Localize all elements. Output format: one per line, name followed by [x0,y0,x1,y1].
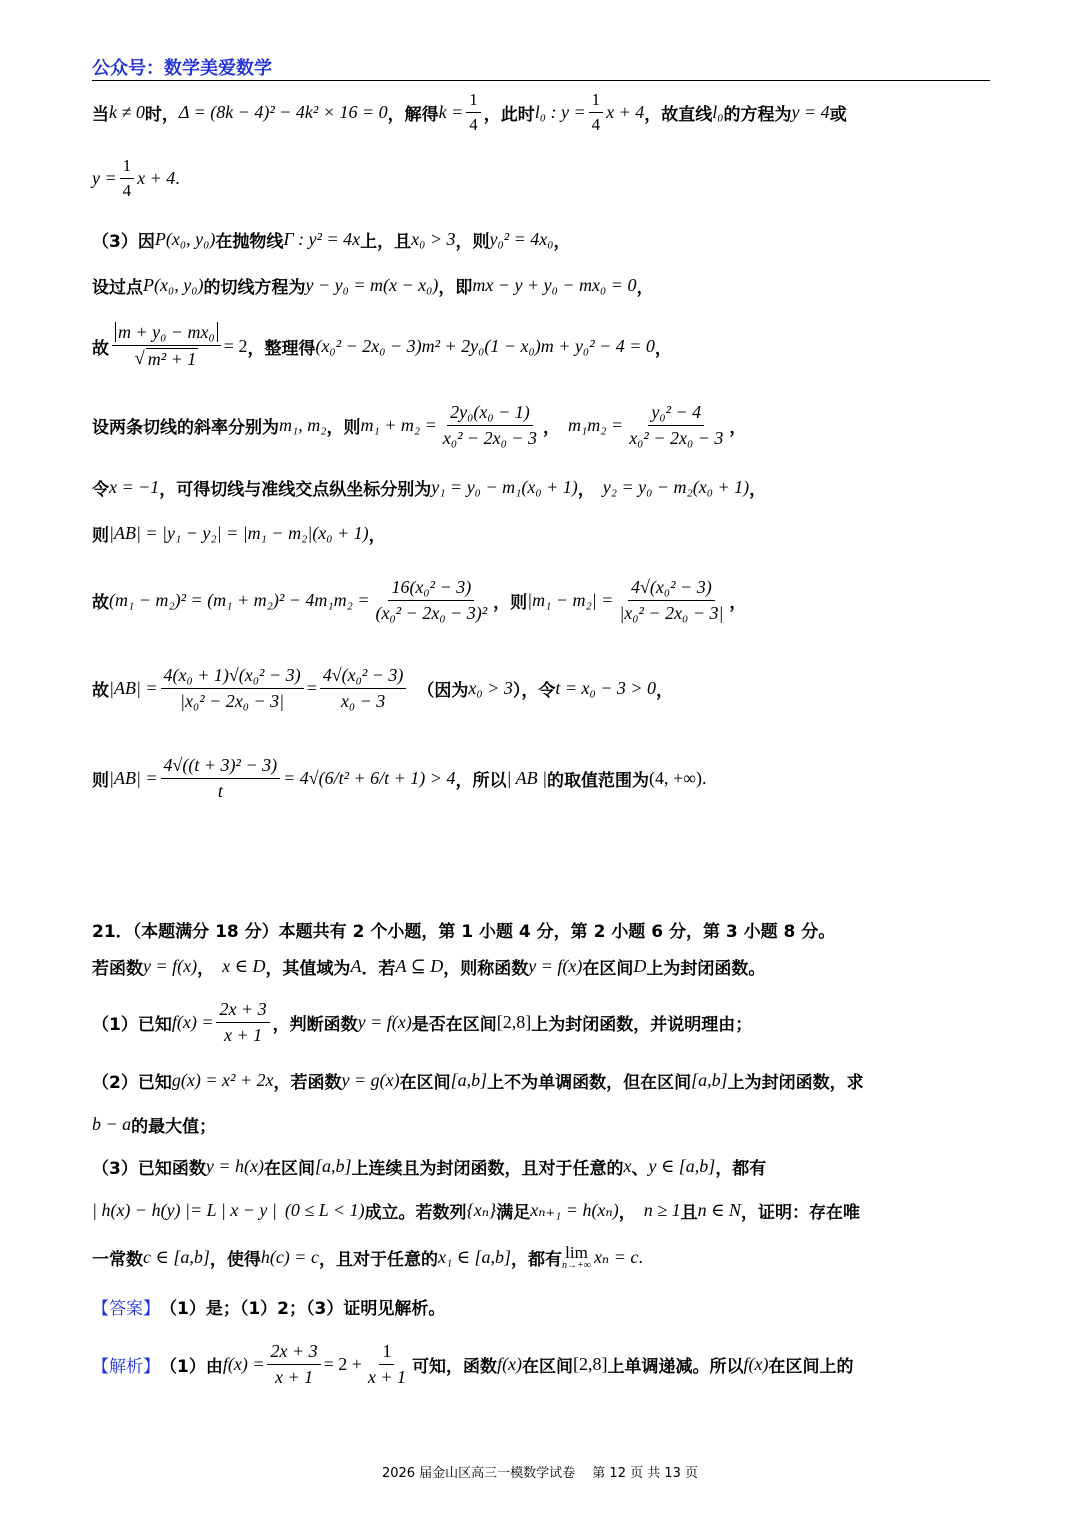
question-21-part3-end: 一常数 c ∈ [a,b] ，使得 h(c) = c ，且对于任意的 x₁ ∈ [a,b] ，都有 lim n→+∞ xₙ = c . [92,1242,643,1271]
question-21-part1: （1）已知 f(x) = $\frac{2x + 3}{x + 1}$ ，判断函数 y = f(x) 是否在区间 [2,8] 上为封闭函数，并说明理由； [92,998,753,1045]
question-21-definition: 若函数 y = f(x) ， x ∈ D ，其值域为 A ．若 A ⊆ D ，则称函数 y = f(x) 在区间 D 上为封闭函数。 [92,955,766,979]
header-divider [92,80,990,81]
solution-vieta: 设两条切线的斜率分别为 m₁, m₂ ，则 m₁ + m₂ = $\frac{\text{2y₀(x₀ − 1)}}{\text{x₀² − 2x₀ − 3}}$ ， m₁m₂ = $\frac{\text{y₀² − 4}}{\text{x₀² − 2x₀ − 3}}$ ， [92,401,747,448]
solution-part3-intro: （3）因 P(x₀, y₀) 在抛物线 Γ : y² = 4x 上，且 x₀ > 3 ，则 y₀² = 4x₀ ， [92,228,571,252]
question-21-part3: （3）已知函数 y = h(x) 在区间 [a,b] 上连续且为封闭函数，且对于任意的 x 、 y ∈ [a,b] ，都有 [92,1155,767,1179]
fraction-fx: $\frac{2x + 3}{x + 1}$ [216,999,269,1045]
page-footer: 2026 届金山区高三一模数学试卷 第 12 页 共 13 页 [381,1466,699,1481]
solution-ab-length: 则 |AB| = |y₁ − y₂| = |m₁ − m₂|(x₀ + 1) ， [92,522,386,546]
solution-ab-range: 则 |AB| = $\frac{\text{4√((t + 3)² − 3)}}{t}$ = 4√(6/t² + 6/t + 1) > 4 ，所以 | AB | 的取值范围为 (4, +∞) . [92,754,707,801]
fraction-quarter: $\frac{1}{4}$ [589,90,604,134]
solution-directrix: 令 x = −1 ，可得切线与准线交点纵坐标分别为 y₁ = y₀ − m₁(x₀ + 1) ， y₂ = y₀ − m₂(x₀ + 1) ， [92,476,767,500]
answer-line: 【答案】 （1）是；（1）2；（3）证明见解析。 [92,1292,445,1320]
solution-slope-diff: 故 (m₁ − m₂)² = (m₁ + m₂)² − 4m₁m₂ = $\frac{\text{16(x₀² − 3)}}{\text{(x₀² − 2x₀ − 3)²}}$ ，则 |m₁ − m₂| = $\frac{\text{4√(x₀² − 3)}}{\text{|x₀² − 2x₀ − 3|}}$ ， [92,576,747,623]
fraction-product: $\frac{\text{y₀² − 4}}{\text{x₀² − 2x₀ − 3}}$ [629,401,724,448]
solution-ab-expr: 故 |AB| = $\frac{\text{4(x₀ + 1)√(x₀² − 3)}}{\text{|x₀² − 2x₀ − 3|}}$ = $\frac{\text{4√(x₀² − 3)}}{\text{x₀ − 3}}$ （因为 x₀ > 3 ），令 t = x₀ − 3 > 0 ， [92,664,674,711]
answer-tag: 【答案】 [92,1298,160,1319]
fraction-distance: m + y₀ − mx₀ √ m² + 1 [112,322,221,369]
fraction-quarter: $\frac{1}{4}$ [466,90,481,134]
fraction-sum: $\frac{\text{2y₀(x₀ − 1)}}{\text{x₀² − 2x₀ − 3}}$ [442,401,538,448]
fraction-abs-diff: $\frac{\text{4√(x₀² − 3)}}{\text{|x₀² − 2x₀ − 3|}}$ [619,576,724,623]
fraction-reciprocal: $\frac{1}{x + 1}$ [367,1340,407,1387]
question-21-part2: （2）已知 g(x) = x² + 2x ，若函数 y = g(x) 在区间 [a,b] 上不为单调函数，但在区间 [a,b] 上为封闭函数，求 [92,1069,864,1093]
fraction-fx: $\frac{2x + 3}{x + 1}$ [267,1341,320,1387]
solution-tangent-line: 设过点 P(x₀, y₀) 的切线方程为 y − y₀ = m(x − x₀) ，即 mx − y + y₀ − mx₀ = 0 ， [92,274,654,298]
fraction-ab: $\frac{\text{4(x₀ + 1)√(x₀² − 3)}}{\text{|x₀² − 2x₀ − 3|}}$ [161,665,304,711]
solution-line-y: y = $\frac{1}{4}$ x + 4 . [92,155,180,200]
solution-distance: 故 m + y₀ − mx₀ √ m² + 1 = 2 ，整理得 (x₀² − 2x₀ − 3)m² + 2y₀(1 − x₀)m + y₀² − 4 = 0 ， [92,322,672,369]
question-21-part3-cont: | h(x) − h(y) |= L | x − y | (0 ≤ L < 1) 成立。若数列 {xₙ} 满足 xₙ₊₁ = h(xₙ) ， n ≥ 1 且 n ∈ N ，证明：存在唯 [92,1199,860,1223]
fraction-quarter: $\frac{1}{4}$ [120,156,135,200]
limit-expression: lim n→+∞ [562,1242,591,1271]
fraction-ab-t: $\frac{\text{4√((t + 3)² − 3)}}{t}$ [161,755,281,801]
solution-line-k: 当 k ≠ 0 时， Δ = (8k − 4)² − 4k² × 16 = 0 ，解得 k = $\frac{1}{4}$ ，此时 l₀ : y = $\frac{1}{4}$ x + 4 ，故直线 l₀ 的方程为 y = 4 或 [92,89,847,134]
header-title: 公众号：数学美爱数学 [92,58,272,79]
question-21-part2-cont: b − a 的最大值； [92,1113,217,1137]
fraction-diff-sq: $\frac{\text{16(x₀² − 3)}}{\text{(x₀² − 2x₀ − 3)²}}$ [375,576,488,623]
analysis-tag: 【解析】 [92,1356,160,1377]
question-21-title: 21．（本题满分 18 分）本题共有 2 个小题，第 1 小题 4 分，第 2 小题 6 分，第 3 小题 8 分。 [92,921,836,942]
analysis-line: 【解析】 （1）由 f(x) = $\frac{2x + 3}{x + 1}$ = 2 + $\frac{1}{x + 1}$ 可知，函数 f(x) 在区间 [2,8] 上单调递减。所以 f(x) 在区间上的 [92,1340,854,1387]
fraction-ab-simplified: $\frac{\text{4√(x₀² − 3)}}{\text{x₀ − 3}}$ [320,665,407,711]
